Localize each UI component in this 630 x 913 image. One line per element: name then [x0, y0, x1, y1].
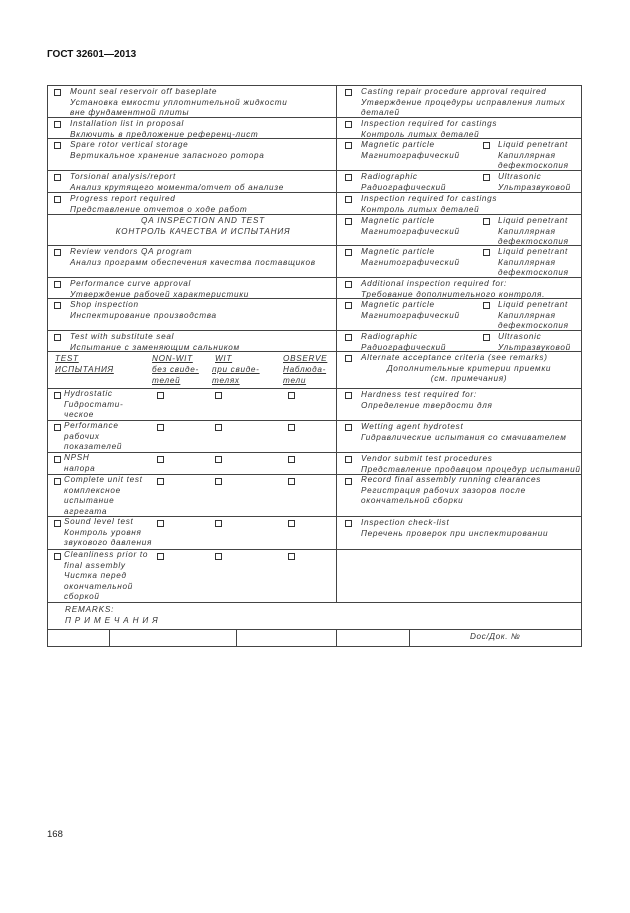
left-cell	[48, 421, 337, 452]
test-row	[48, 517, 581, 550]
label-line: звукового давления	[64, 538, 153, 547]
label-line: Spare rotor vertical storage	[70, 140, 189, 149]
option-progress-report	[70, 194, 247, 215]
header-line: Наблюда-	[283, 365, 327, 374]
doc-number-label: Doc/Док. №	[470, 632, 521, 641]
option-liquid-penetrant	[498, 300, 569, 332]
checkbox-torsional-analysis[interactable]	[54, 174, 61, 181]
form-row	[48, 246, 581, 278]
option-installation-list	[70, 119, 258, 140]
checkbox-casting-repair-approval[interactable]	[345, 89, 352, 96]
checkbox-liquid-penetrant[interactable]	[483, 142, 490, 149]
label-line: Представление продавцом процедур испытаний	[361, 464, 581, 474]
label-line: Record final assembly running clearances	[361, 475, 542, 484]
column-header-non-wit	[152, 353, 199, 386]
label-line: агрегата	[64, 506, 108, 516]
doc-number-cell[interactable]	[410, 630, 581, 646]
right-cell	[337, 389, 581, 420]
right-cell	[337, 475, 581, 516]
checkbox-inspection-check-list[interactable]	[345, 520, 352, 527]
option-review-vendors-qa	[70, 247, 316, 268]
checkbox-magnetic-particle[interactable]	[345, 218, 352, 225]
label-line: Требование дополнительного контроля.	[361, 289, 546, 299]
left-cell	[48, 278, 337, 298]
checkbox-test-complete-unit[interactable]	[54, 478, 61, 485]
label-line: Ультразвуковой	[498, 342, 571, 352]
checkbox-test-substitute-seal[interactable]	[54, 334, 61, 341]
label-line: Магнитографический	[361, 150, 460, 160]
label-line: Inspection required for castings	[361, 194, 498, 203]
label-line: Вертикальное хранение запасного ротора	[70, 150, 265, 160]
test-name-sound-level	[64, 517, 152, 549]
right-cell	[337, 215, 581, 245]
right-cell	[337, 331, 581, 351]
left-cell	[48, 246, 337, 277]
heading-line: КОНТРОЛЬ КАЧЕСТВА И ИСПЫТАНИЯ	[115, 226, 291, 236]
label-line: Performance	[64, 421, 119, 430]
label-line: Liquid penetrant	[498, 216, 568, 225]
checkbox-ultrasonic[interactable]	[483, 174, 490, 181]
left-cell	[48, 550, 337, 602]
option-spare-rotor-storage	[70, 140, 264, 161]
left-cell	[48, 517, 337, 549]
checkbox-ultrasonic[interactable]	[483, 334, 490, 341]
checkbox-non-wit[interactable]	[157, 553, 164, 560]
form-row	[48, 331, 581, 352]
checkbox-observe[interactable]	[288, 424, 295, 431]
checkbox-wit[interactable]	[215, 456, 222, 463]
label-line: final assembly	[64, 560, 126, 570]
label-line: Hardness test required for:	[361, 390, 477, 399]
left-cell	[48, 352, 337, 388]
section-heading-qa	[70, 216, 336, 237]
checkbox-test-sound-level[interactable]	[54, 520, 61, 527]
column-header-test	[55, 353, 114, 375]
option-liquid-penetrant	[498, 140, 569, 172]
footer-cell[interactable]	[110, 630, 237, 646]
right-cell	[337, 246, 581, 277]
label-line: Inspection check-list	[361, 518, 450, 527]
left-cell	[48, 475, 337, 516]
label-line: NPSH	[64, 453, 90, 462]
label-line: Ультразвуковой	[498, 182, 571, 192]
label-line: деталей	[361, 108, 400, 117]
left-cell	[48, 299, 337, 330]
label-line: Контроль литых деталей	[361, 129, 480, 139]
checkbox-wetting-agent-hydrotest[interactable]	[345, 424, 352, 431]
right-cell	[337, 193, 581, 214]
checkbox-test-hydrostatic[interactable]	[54, 392, 61, 399]
header-line: телей	[152, 376, 181, 385]
checkbox-observe[interactable]	[288, 553, 295, 560]
label-line: дефектоскопия	[498, 161, 569, 170]
remarks-label	[65, 605, 159, 626]
test-row	[48, 389, 581, 421]
right-cell	[337, 118, 581, 138]
label-line: Sound level test	[64, 517, 134, 526]
checkbox-non-wit[interactable]	[157, 456, 164, 463]
label-line: Радиографический	[361, 342, 447, 352]
label-line: Liquid penetrant	[498, 300, 568, 309]
checkbox-magnetic-particle[interactable]	[345, 142, 352, 149]
label-line: Дополнительные критерии приемки	[386, 363, 552, 373]
label-line: Magnetic particle	[361, 216, 435, 225]
form-row	[48, 171, 581, 193]
label-line: испытание	[64, 496, 115, 505]
option-additional-inspection	[361, 279, 545, 300]
right-cell-empty	[337, 550, 581, 602]
checkbox-performance-curve[interactable]	[54, 281, 61, 288]
option-alternate-acceptance	[361, 353, 577, 385]
test-name-npsh	[64, 453, 95, 474]
option-hardness-test	[361, 390, 493, 411]
label-line: Определение твердости для	[361, 400, 493, 410]
form-row	[48, 193, 581, 215]
left-cell	[48, 171, 337, 192]
test-row	[48, 453, 581, 475]
test-name-cleanliness	[64, 550, 148, 603]
checkbox-installation-list[interactable]	[54, 121, 61, 128]
label-line: дефектоскопия	[498, 268, 569, 277]
label-line: Гидравлические испытания со смачивателем	[361, 432, 567, 442]
option-liquid-penetrant	[498, 216, 569, 248]
label-line: дефектоскопия	[498, 321, 569, 330]
form-row	[48, 215, 581, 246]
right-cell	[337, 352, 581, 388]
option-ultrasonic	[498, 332, 571, 353]
label-line: Чистка перед	[64, 571, 127, 580]
header-line: при свиде-	[212, 365, 260, 374]
checkbox-observe[interactable]	[288, 456, 295, 463]
right-cell	[337, 517, 581, 549]
label-line: Капиллярная	[498, 310, 556, 320]
label-line: Установка емкости уплотнительной жидкости	[70, 97, 288, 107]
checkbox-non-wit[interactable]	[157, 392, 164, 399]
label-line: Анализ крутящего момента/отчет об анализе	[70, 182, 284, 192]
checkbox-wit[interactable]	[215, 392, 222, 399]
label-line: REMARKS:	[65, 605, 115, 614]
checkbox-wit[interactable]	[215, 478, 222, 485]
label-line: Капиллярная	[498, 226, 556, 236]
checkbox-wit[interactable]	[215, 553, 222, 560]
right-cell	[337, 453, 581, 474]
page-number: 168	[47, 829, 63, 840]
header-line: NON-WIT	[152, 354, 193, 363]
specification-form	[47, 85, 582, 647]
label-line: рабочих	[64, 431, 100, 441]
form-row	[48, 139, 581, 171]
test-name-complete-unit	[64, 475, 143, 517]
label-line: Liquid penetrant	[498, 247, 568, 256]
checkbox-radiographic[interactable]	[345, 334, 352, 341]
option-inspection-check-list	[361, 518, 548, 539]
checkbox-observe[interactable]	[288, 520, 295, 527]
option-mount-seal-reservoir	[70, 87, 288, 119]
header-line: ИСПЫТАНИЯ	[55, 365, 114, 374]
header-line: TEST	[55, 354, 79, 363]
label-line: Installation list in proposal	[70, 119, 185, 128]
option-inspection-castings	[361, 194, 497, 215]
checkbox-additional-inspection[interactable]	[345, 281, 352, 288]
document-title: ГОСТ 32601—2013	[47, 49, 137, 60]
option-magnetic-particle	[361, 140, 460, 161]
label-line: Radiographic	[361, 172, 418, 181]
right-cell	[337, 86, 581, 117]
label-line: Магнитографический	[361, 226, 460, 236]
option-record-running-clearances	[361, 475, 541, 507]
left-cell	[48, 139, 337, 170]
checkbox-liquid-penetrant[interactable]	[483, 249, 490, 256]
label-line: Shop inspection	[70, 300, 139, 309]
option-vendor-test-procedures	[361, 454, 581, 475]
footer-cell[interactable]	[237, 630, 337, 646]
checkbox-mount-seal-reservoir[interactable]	[54, 89, 61, 96]
label-line: окончательной сборки	[361, 496, 464, 505]
label-line: сборкой	[64, 592, 100, 601]
right-cell	[337, 278, 581, 298]
label-line: Регистрация рабочих зазоров после	[361, 485, 526, 495]
option-test-substitute-seal	[70, 332, 240, 353]
left-cell	[48, 118, 337, 138]
label-line: напора	[64, 463, 96, 473]
label-line: Капиллярная	[498, 257, 556, 267]
checkbox-progress-report[interactable]	[54, 196, 61, 203]
label-line: Ultrasonic	[498, 172, 542, 181]
label-line: Перечень проверок при инспектировании	[361, 528, 549, 538]
option-ultrasonic	[498, 172, 571, 193]
footer-cell[interactable]	[48, 630, 110, 646]
form-row	[48, 299, 581, 331]
checkbox-record-running-clearances[interactable]	[345, 478, 352, 485]
checkbox-non-wit[interactable]	[157, 424, 164, 431]
label-line: ческое	[64, 410, 94, 419]
label-line: Hydrostatic	[64, 389, 113, 398]
checkbox-vendor-test-procedures[interactable]	[345, 456, 352, 463]
left-cell	[48, 389, 337, 420]
option-casting-repair-approval	[361, 87, 565, 119]
label-line: (см. примечания)	[430, 374, 508, 383]
checkbox-spare-rotor-storage[interactable]	[54, 142, 61, 149]
option-magnetic-particle	[361, 247, 460, 268]
label-line: дефектоскопия	[498, 237, 569, 246]
right-cell	[337, 421, 581, 452]
footer-cell[interactable]	[337, 630, 410, 646]
test-row	[48, 475, 581, 517]
form-row	[48, 86, 581, 118]
header-line: без свиде-	[152, 365, 199, 374]
label-line: Mount seal reservoir off baseplate	[70, 87, 218, 96]
remarks-row[interactable]	[48, 603, 581, 630]
test-name-hydrostatic	[64, 389, 123, 421]
label-line: Wetting agent hydrotest	[361, 422, 464, 431]
label-line: Радиографический	[361, 182, 447, 192]
label-line: Магнитографический	[361, 257, 460, 267]
label-line: П Р И М Е Ч А Н И Я	[65, 615, 159, 625]
label-line: Утверждение рабочей характеристики	[70, 289, 250, 299]
left-cell	[48, 453, 337, 474]
left-cell	[48, 215, 337, 245]
label-line: Vendor submit test procedures	[361, 454, 493, 463]
label-line: Магнитографический	[361, 310, 460, 320]
label-line: Casting repair procedure approval required	[361, 87, 547, 96]
label-line: Review vendors QA program	[70, 247, 193, 256]
checkbox-observe[interactable]	[288, 392, 295, 399]
checkbox-test-cleanliness[interactable]	[54, 553, 61, 560]
option-wetting-agent-hydrotest	[361, 422, 567, 443]
option-magnetic-particle	[361, 216, 460, 237]
label-line: комплексное	[64, 485, 121, 495]
label-line: Torsional analysis/report	[70, 172, 176, 181]
header-line: телях	[212, 376, 240, 385]
label-line: Performance curve approval	[70, 279, 192, 288]
label-line: Включить в предложение референц-лист	[70, 129, 259, 139]
label-line: Гидростати-	[64, 399, 124, 409]
checkbox-hardness-test[interactable]	[345, 392, 352, 399]
label-line: Inspection required for castings	[361, 119, 498, 128]
option-torsional-analysis	[70, 172, 284, 193]
label-line: Magnetic particle	[361, 247, 435, 256]
footer-row	[48, 630, 581, 647]
column-header-observe	[283, 353, 327, 386]
form-row	[48, 118, 581, 139]
label-line: Additional inspection required for:	[361, 279, 508, 288]
heading-line: QA INSPECTION AND TEST	[141, 216, 265, 225]
option-shop-inspection	[70, 300, 217, 321]
option-radiographic	[361, 172, 446, 193]
label-line: Представление отчетов о ходе работ	[70, 204, 248, 214]
test-name-performance	[64, 421, 122, 453]
checkbox-review-vendors-qa[interactable]	[54, 249, 61, 256]
label-line: Анализ программ обеспечения качества поставщиков	[70, 257, 316, 267]
label-line: Test with substitute seal	[70, 332, 175, 341]
label-line: Испытание с заменяющим сальником	[70, 342, 240, 352]
option-inspection-castings	[361, 119, 497, 140]
left-cell	[48, 193, 337, 214]
label-line: Ultrasonic	[498, 332, 542, 341]
label-line: Alternate acceptance criteria (see remarks)	[361, 353, 548, 362]
checkbox-liquid-penetrant[interactable]	[483, 218, 490, 225]
label-line: показателей	[64, 442, 123, 451]
label-line: Magnetic particle	[361, 300, 435, 309]
left-cell	[48, 86, 337, 117]
option-liquid-penetrant	[498, 247, 569, 279]
checkbox-non-wit[interactable]	[157, 478, 164, 485]
label-line: Утверждение процедуры исправления литых	[361, 97, 566, 107]
label-line: Капиллярная	[498, 150, 556, 160]
header-line: тели	[283, 376, 307, 385]
option-radiographic	[361, 332, 446, 353]
label-line: Контроль уровня	[64, 527, 142, 537]
form-row	[48, 278, 581, 299]
checkbox-test-performance[interactable]	[54, 424, 61, 431]
label-line: Radiographic	[361, 332, 418, 341]
label-line: Контроль литых деталей	[361, 204, 480, 214]
checkbox-observe[interactable]	[288, 478, 295, 485]
label-line: Magnetic particle	[361, 140, 435, 149]
right-cell	[337, 139, 581, 170]
label-line: вне фундаментной плиты	[70, 108, 190, 117]
checkbox-magnetic-particle[interactable]	[345, 302, 352, 309]
test-row	[48, 550, 581, 603]
checkbox-wit[interactable]	[215, 520, 222, 527]
checkbox-test-npsh[interactable]	[54, 456, 61, 463]
label-line: окончательной	[64, 581, 134, 591]
option-performance-curve	[70, 279, 249, 300]
option-magnetic-particle	[361, 300, 460, 321]
test-header-row	[48, 352, 581, 389]
checkbox-radiographic[interactable]	[345, 174, 352, 181]
checkbox-inspection-castings[interactable]	[345, 196, 352, 203]
checkbox-alternate-acceptance[interactable]	[345, 355, 352, 362]
label-line: Liquid penetrant	[498, 140, 568, 149]
right-cell	[337, 299, 581, 330]
header-line: OBSERVE	[283, 354, 328, 363]
checkbox-magnetic-particle[interactable]	[345, 249, 352, 256]
column-header-wit	[212, 353, 260, 386]
right-cell	[337, 171, 581, 192]
checkbox-inspection-castings[interactable]	[345, 121, 352, 128]
header-line: WIT	[215, 354, 233, 363]
checkbox-shop-inspection[interactable]	[54, 302, 61, 309]
label-line: Инспектирование производства	[70, 310, 217, 320]
label-line: Complete unit test	[64, 475, 143, 484]
label-line: Cleanliness prior to	[64, 550, 149, 559]
checkbox-wit[interactable]	[215, 424, 222, 431]
checkbox-non-wit[interactable]	[157, 520, 164, 527]
checkbox-liquid-penetrant[interactable]	[483, 302, 490, 309]
left-cell	[48, 331, 337, 351]
label-line: Progress report required	[70, 194, 176, 203]
test-row	[48, 421, 581, 453]
